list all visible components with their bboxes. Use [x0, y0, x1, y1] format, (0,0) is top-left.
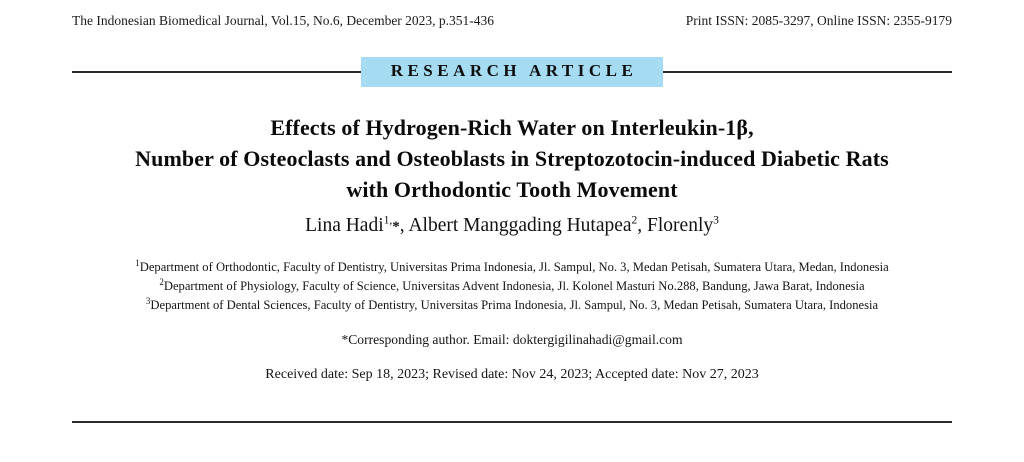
affiliation-marker: 2 — [159, 276, 164, 287]
running-head — [72, 13, 952, 29]
affiliation-marker: 1 — [135, 257, 140, 268]
title-line-3: with Orthodontic Tooth Movement — [346, 177, 678, 203]
affiliation-text: Department of Orthodontic, Faculty of Dentistry, Universitas Prima Indonesia, Jl. Sampul, No. 3, Medan Petisah, Sumatera Utara, Medan, Indonesia — [139, 260, 889, 274]
author-marker-2: 2 — [631, 214, 638, 227]
affiliation-text: Department of Physiology, Faculty of Science, Universitas Advent Indonesia, Jl. Kolonel Masturi No.288, Bandung, Jawa Barat, Indonesia — [163, 279, 865, 294]
journal-info: The Indonesian Biomedical Journal, Vol.15, No.6, December 2023, p.351-436 — [72, 13, 495, 28]
banner-rule-right — [663, 71, 952, 73]
corresponding-author-star: * — [392, 219, 400, 235]
affiliation-marker: 3 — [145, 296, 151, 307]
banner-label: RESEARCH ARTICLE — [361, 57, 664, 87]
title-line-1: Effects of Hydrogen-Rich Water on Interleukin-1β, — [270, 115, 754, 140]
affiliation-item — [40, 258, 984, 277]
author-separator-2: , — [637, 215, 648, 236]
affiliation-text: Department of Dental Sciences, Faculty of Dentistry, Universitas Prima Indonesia, Jl. Sampul, No. 3, Medan Petisah, Sumatera Utara, Indonesia — [150, 298, 879, 313]
author-separator-1: , — [399, 215, 409, 236]
author-list — [60, 215, 964, 237]
banner-rule-left — [72, 71, 361, 73]
issn-info: Print ISSN: 2085-3297, Online ISSN: 2355-9179 — [685, 13, 952, 28]
title-line-2: Number of Osteoclasts and Osteoblasts in Streptozotocin-induced Diabetic Rats — [135, 146, 889, 172]
affiliation-item — [40, 277, 984, 296]
bottom-divider — [72, 421, 952, 423]
author-name-1: Lina Hadi — [305, 215, 384, 236]
affiliation-list — [40, 258, 984, 315]
affiliation-item — [40, 296, 984, 315]
research-article-banner — [72, 58, 952, 86]
author-name-3: Florenly — [647, 215, 714, 236]
author-marker-1: 1, — [383, 214, 393, 227]
corresponding-author-note: *Corresponding author. Email: doktergigilinahadi@gmail.com — [341, 332, 683, 347]
page-title — [60, 112, 964, 206]
author-marker-3: 3 — [713, 214, 719, 227]
author-name-2: Albert Manggading Hutapea — [408, 215, 632, 236]
article-dates: Received date: Sep 18, 2023; Revised date: Nov 24, 2023; Accepted date: Nov 27, 2023 — [265, 367, 759, 382]
